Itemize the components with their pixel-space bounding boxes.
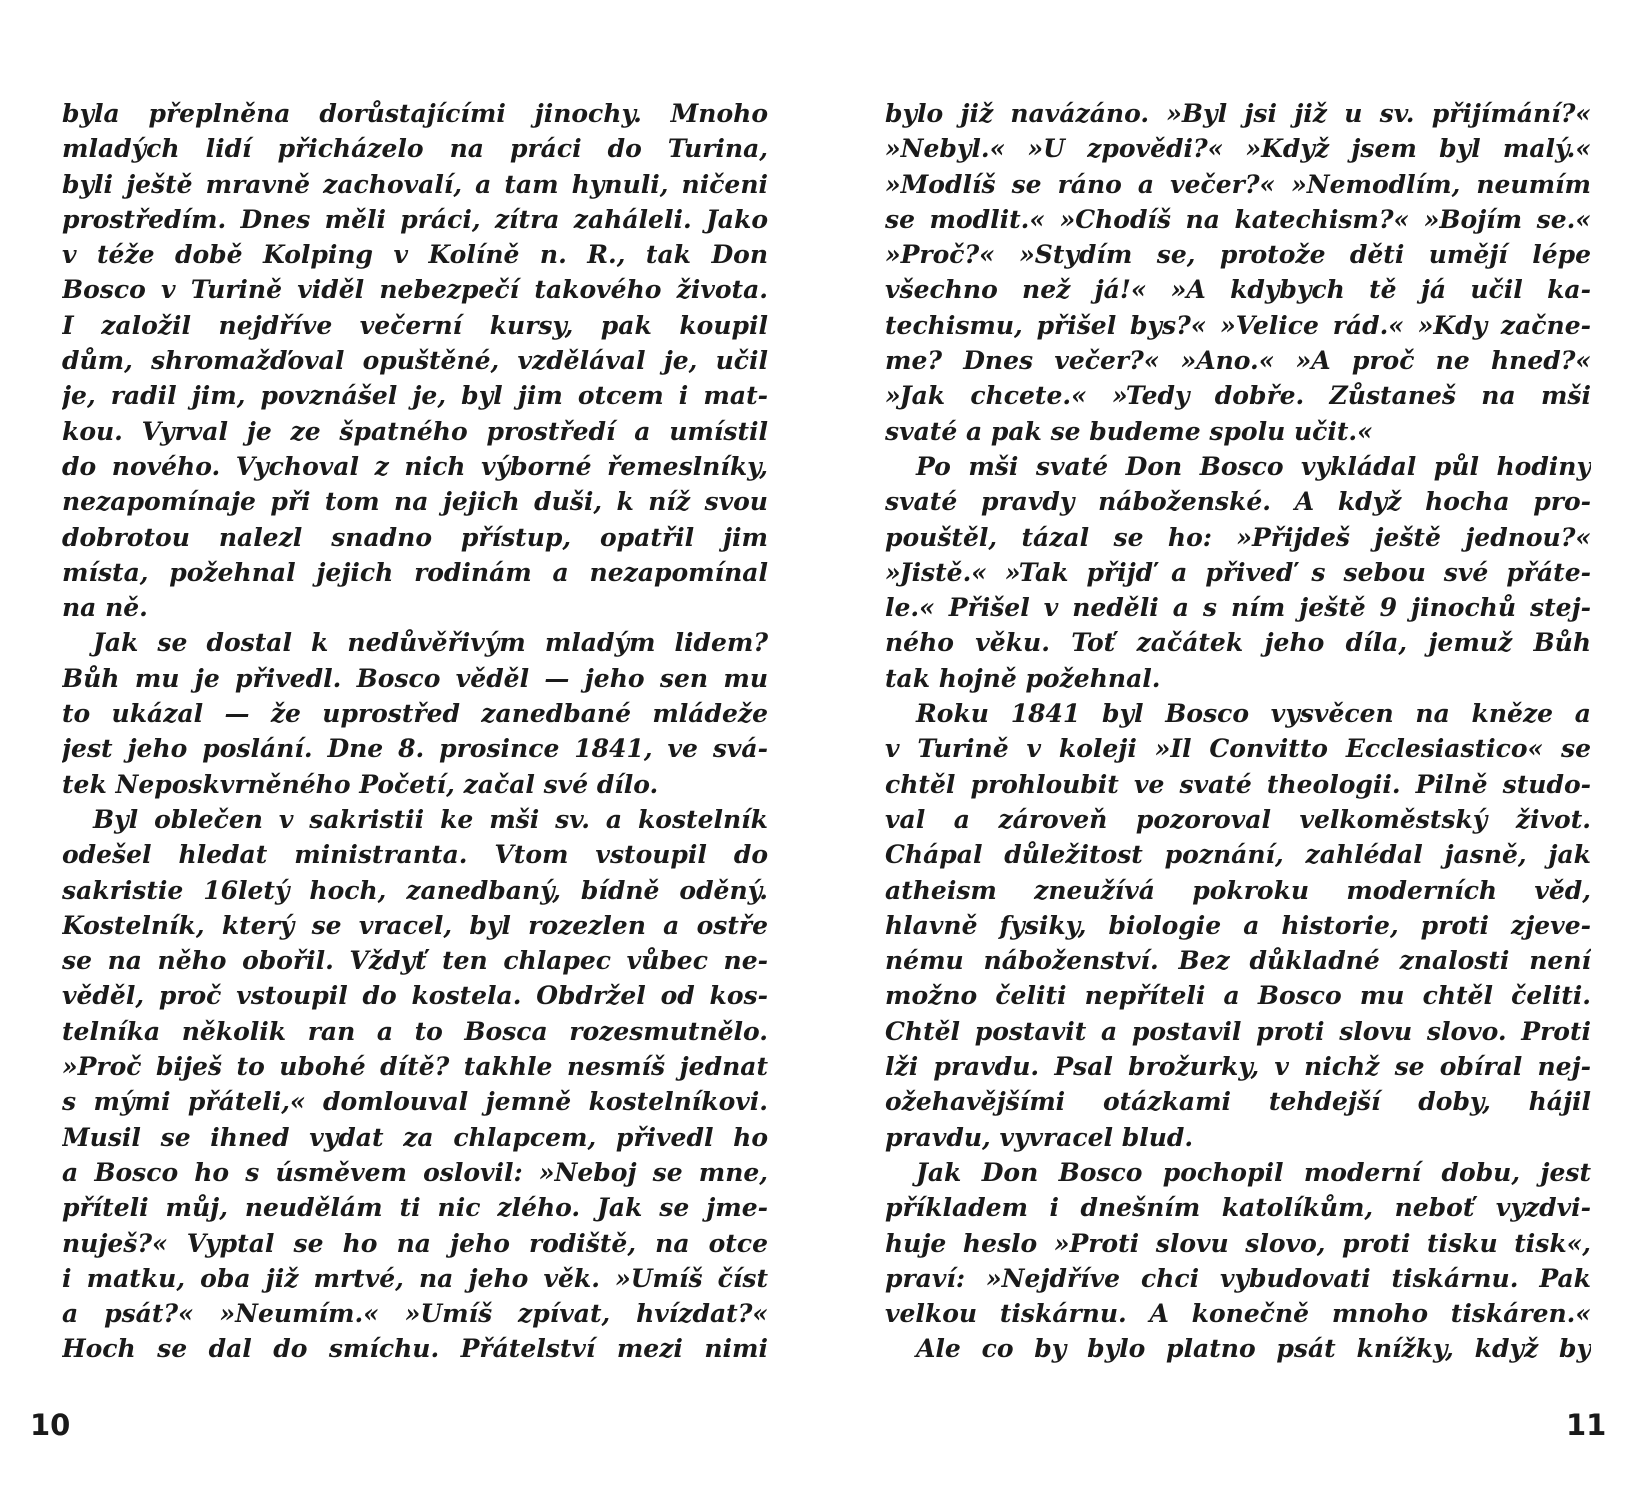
text-line: Chápal důležitost poznání, zahlédal jasně, jak [885, 840, 1591, 870]
text-line: »Nebyl.« »U zpovědi?« »Když jsem byl malý.« [885, 134, 1591, 164]
paragraph-start-line: Jak se dostal k nedůvěřivým mladým lidem? [93, 628, 768, 658]
text-line: svaté a pak se budeme spolu učit.« [885, 416, 1373, 446]
text-line: lži pravdu. Psal brožurky, v nichž se obíral nej- [885, 1052, 1591, 1082]
text-line: »Jistě.« »Tak přijď a přiveď s sebou své přáte- [885, 557, 1591, 587]
text-line: i matku, oba již mrtvé, na jeho věk. »Umíš číst [62, 1263, 768, 1293]
text-line: dům, shromažďoval opuštěné, vzdělával je, učil [62, 346, 768, 376]
text-line: je, radil jim, povznášel je, byl jim otcem i mat- [62, 381, 768, 411]
paragraph-start-line: Ale co by bylo platno psát knížky, když by [916, 1334, 1591, 1364]
text-line: příkladem i dnešním katolíkům, neboť vyzdvi- [885, 1193, 1591, 1223]
text-line: ného věku. Toť začátek jeho díla, jemuž Bůh [885, 628, 1591, 658]
paragraph-start-line: Po mši svaté Don Bosco vykládal půl hodiny [916, 451, 1591, 481]
text-line: tek Neposkvrněného Početí, začal své dílo. [62, 769, 659, 799]
text-line: všechno než já!« »A kdybych tě já učil ka- [885, 275, 1591, 305]
text-line: s mými přáteli,« domlouval jemně kostelníkovi. [62, 1087, 768, 1117]
text-line: věděl, proč vstoupil do kostela. Obdržel od kos- [62, 981, 768, 1011]
text-line: »Jak chcete.« »Tedy dobře. Zůstaneš na mši [885, 381, 1591, 411]
text-line: Hoch se dal do smíchu. Přátelství mezi nimi [62, 1334, 768, 1364]
text-line: nému náboženství. Bez důkladné znalosti není [885, 946, 1591, 976]
text-line: možno čeliti nepříteli a Bosco mu chtěl čeliti. [885, 981, 1591, 1011]
text-line: pouštěl, tázal se ho: »Přijdeš ještě jednou?« [885, 522, 1591, 552]
text-line: byli ještě mravně zachovalí, a tam hynuli, ničeni [62, 169, 768, 199]
text-line: pravdu, vyvracel blud. [885, 1122, 1194, 1152]
text-line: »Proč?« »Stydím se, protože děti umějí lépe [885, 240, 1591, 270]
right-page-text [885, 96, 1591, 1367]
text-line: Bůh mu je přivedl. Bosco věděl — jeho sen mu [62, 663, 768, 693]
text-line: nuješ?« Vyptal se ho na jeho rodiště, na otce [62, 1228, 768, 1258]
text-line: le.« Přišel v neděli a s ním ještě 9 jinochů stej- [885, 593, 1591, 623]
text-line: Musil se ihned vydat za chlapcem, přivedl ho [62, 1122, 768, 1152]
text-line: sakristie 16letý hoch, zanedbaný, bídně oděný. [62, 875, 768, 905]
paragraph-start-line: Jak Don Bosco pochopil moderní dobu, jest [916, 1157, 1591, 1187]
text-line: kou. Vyrval je ze špatného prostředí a umístil [62, 416, 768, 446]
text-line: byla přeplněna dorůstajícími jinochy. Mnoho [62, 99, 768, 128]
page-number-left: 10 [30, 1408, 71, 1442]
text-line: tak hojně požehnal. [885, 663, 1161, 693]
left-page-text [62, 96, 768, 1367]
text-line: techismu, přišel bys?« »Velice rád.« »Kdy začne- [885, 310, 1591, 340]
text-line: do nového. Vychoval z nich výborné řemeslníky, [62, 451, 768, 481]
text-line: svaté pravdy náboženské. A když hocha pro- [885, 487, 1591, 517]
text-line: telníka několik ran a to Bosca rozesmutnělo. [62, 1016, 768, 1046]
text-line: Bosco v Turině viděl nebezpečí takového života. [62, 275, 768, 305]
text-line: hlavně fysiky, biologie a historie, proti zjeve- [885, 910, 1591, 940]
text-line: se modlit.« »Chodíš na katechism?« »Bojím se.« [885, 204, 1591, 234]
text-line: nezapomínaje při tom na jejich duši, k níž svou [62, 487, 768, 517]
text-line: atheism zneužívá pokroku moderních věd, [885, 875, 1591, 905]
text-line: me? Dnes večer?« »Ano.« »A proč ne hned?« [885, 346, 1591, 376]
page-number-right: 11 [1566, 1408, 1607, 1442]
text-line: dobrotou nalezl snadno přístup, opatřil jim [62, 522, 768, 552]
text-line: praví: »Nejdříve chci vybudovati tiskárnu. Pak [885, 1263, 1591, 1293]
text-line: val a zároveň pozoroval velkoměstský život. [885, 804, 1591, 834]
text-line: na ně. [62, 593, 148, 623]
text-line: velkou tiskárnu. A konečně mnoho tiskáren.« [885, 1299, 1591, 1329]
paragraph-start-line: Roku 1841 byl Bosco vysvěcen na kněze a [916, 699, 1591, 729]
text-line: místa, požehnal jejich rodinám a nezapomínal [62, 557, 768, 587]
text-line: Kostelník, který se vracel, byl rozezlen a ostře [62, 910, 768, 940]
text-line: v téže době Kolping v Kolíně n. R., tak Don [62, 240, 768, 270]
text-line: »Modlíš se ráno a večer?« »Nemodlím, neumím [885, 169, 1591, 199]
text-line: příteli můj, neudělám ti nic zlého. Jak se jme- [62, 1193, 768, 1223]
text-line: se na něho obořil. Vždyť ten chlapec vůbec ne- [62, 946, 768, 976]
text-line: I založil nejdříve večerní kursy, pak koupil [62, 310, 768, 340]
text-line: v Turině v koleji »Il Convitto Ecclesiastico« se [885, 734, 1591, 764]
text-line: a psát?« »Neumím.« »Umíš zpívat, hvízdat?« [62, 1299, 768, 1329]
text-line: bylo již navázáno. »Byl jsi již u sv. přijímání?« [885, 99, 1591, 128]
text-line: chtěl prohloubit ve svaté theologii. Pilně studo- [885, 769, 1591, 799]
text-line: jest jeho poslání. Dne 8. prosince 1841, ve svá- [62, 734, 768, 764]
text-line: a Bosco ho s úsměvem oslovil: »Neboj se mne, [62, 1157, 768, 1187]
text-line: ožehavějšími otázkami tehdejší doby, hájil [885, 1087, 1591, 1117]
text-line: to ukázal — že uprostřed zanedbané mládeže [62, 699, 768, 729]
text-line: prostředím. Dnes měli práci, zítra zaháleli. Jako [62, 204, 768, 234]
text-line: Chtěl postavit a postavil proti slovu slovo. Proti [885, 1016, 1591, 1046]
text-line: huje heslo »Proti slovu slovo, proti tisku tisk«, [885, 1228, 1591, 1258]
text-line: »Proč biješ to ubohé dítě? takhle nesmíš jednat [62, 1052, 768, 1082]
text-line: odešel hledat ministranta. Vtom vstoupil do [62, 840, 768, 870]
text-line: mladých lidí přicházelo na práci do Turina, [62, 134, 768, 164]
paragraph-start-line: Byl oblečen v sakristii ke mši sv. a kostelník [93, 804, 768, 834]
